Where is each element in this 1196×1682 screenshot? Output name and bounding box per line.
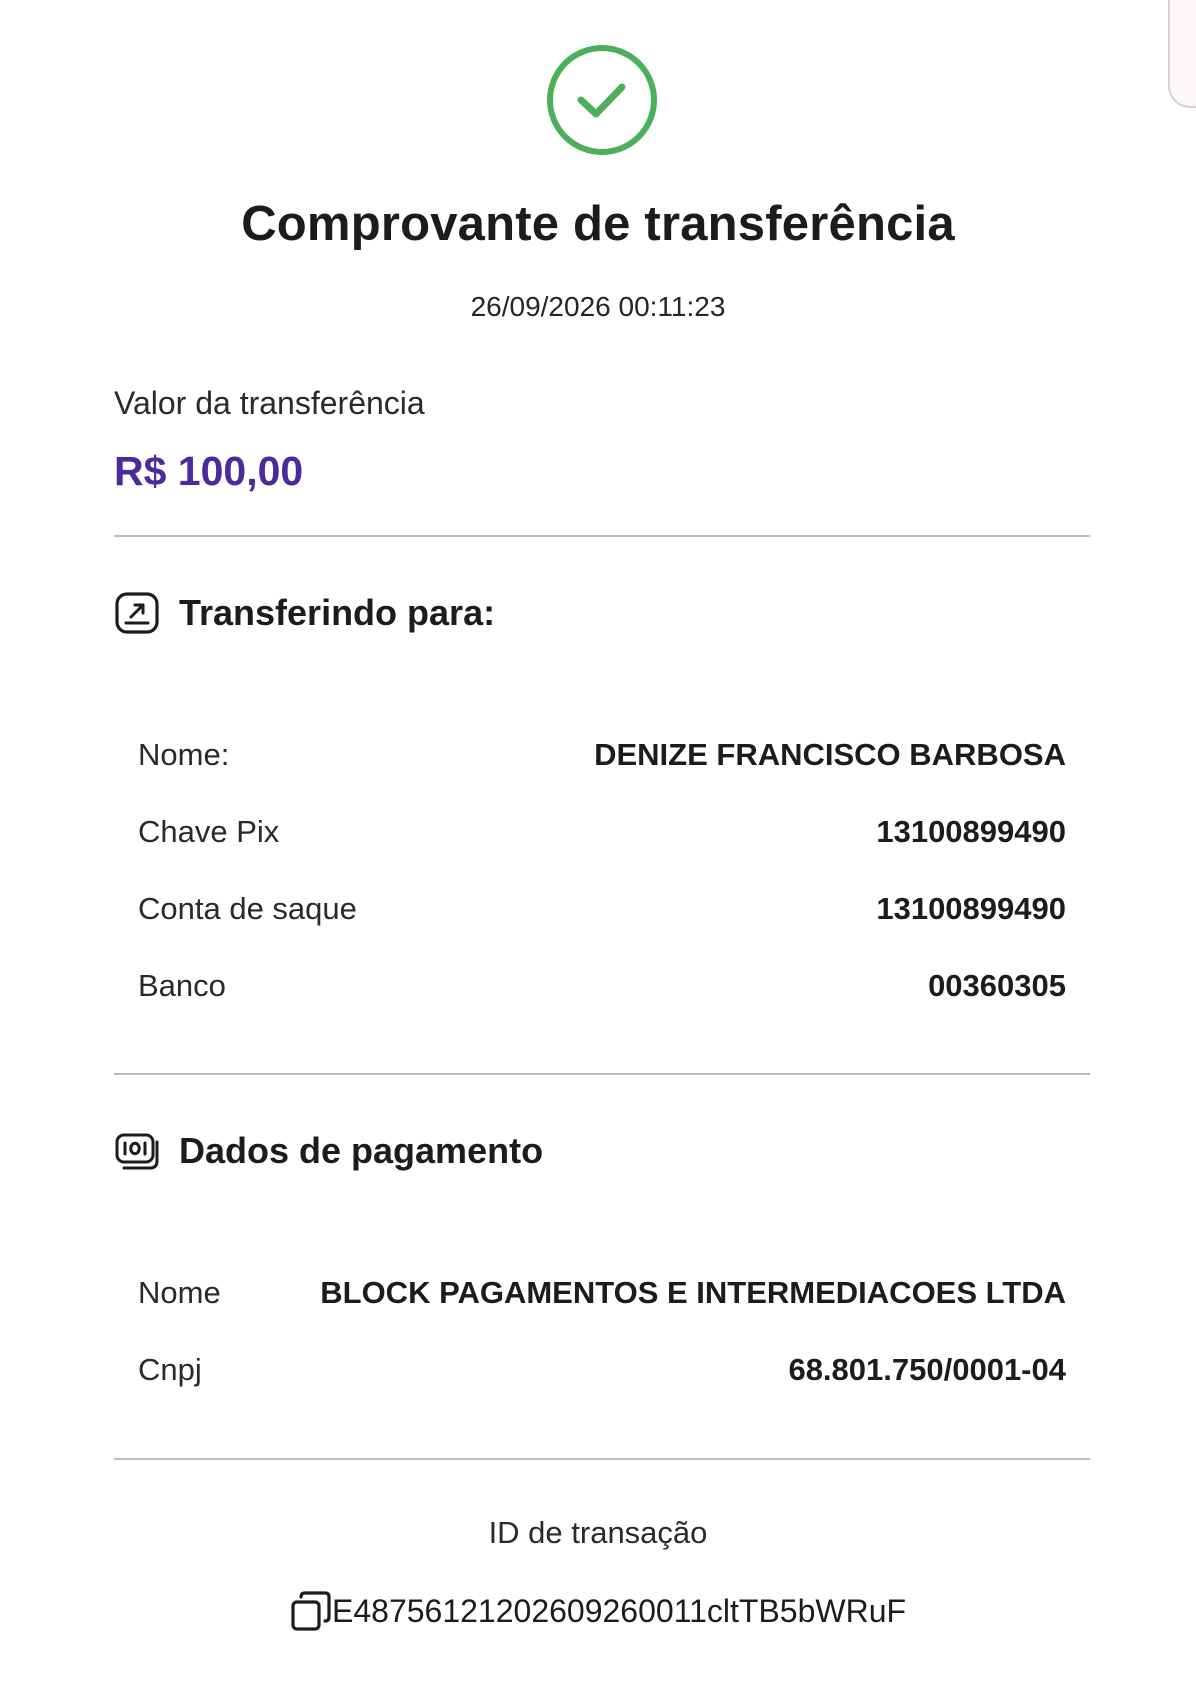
row-label: Nome: [138, 1275, 221, 1310]
amount-value: R$ 100,00: [114, 448, 304, 494]
recipient-name-row: [138, 733, 1066, 777]
recipient-account-row: [138, 887, 1066, 931]
row-label: Nome:: [138, 737, 230, 772]
row-value: 68.801.750/0001-04: [788, 1352, 1066, 1387]
divider: [114, 1458, 1090, 1460]
row-value: 00360305: [928, 968, 1066, 1003]
row-value: BLOCK PAGAMENTOS E INTERMEDIACOES LTDA: [320, 1275, 1066, 1310]
recipient-pix-key-row: [138, 810, 1066, 854]
payment-section-header: [114, 1126, 543, 1176]
recipient-bank-row: [138, 964, 1066, 1008]
window-edge-tab: [1168, 0, 1196, 108]
transaction-id-value: E48756121202609260011cltTB5bWRuF: [332, 1593, 907, 1629]
payment-section-title: Dados de pagamento: [179, 1130, 544, 1171]
divider: [114, 1073, 1090, 1075]
recipient-section-title: Transferindo para:: [179, 592, 496, 633]
row-value: DENIZE FRANCISCO BARBOSA: [594, 737, 1066, 772]
outgoing-transfer-icon: [114, 590, 160, 636]
transfer-datetime: 26/09/2026 00:11:23: [470, 291, 726, 322]
transaction-id-row[interactable]: [290, 1588, 906, 1634]
row-label: Conta de saque: [138, 891, 357, 926]
money-bills-icon: [114, 1128, 160, 1174]
row-label: Banco: [138, 968, 226, 1003]
row-label: Chave Pix: [138, 814, 280, 849]
copy-icon[interactable]: [290, 1590, 332, 1632]
transaction-id-label: ID de transação: [488, 1515, 708, 1550]
row-label: Cnpj: [138, 1352, 202, 1387]
divider: [114, 535, 1090, 537]
amount-label: Valor da transferência: [114, 385, 425, 421]
payment-name-row: [138, 1271, 1066, 1315]
row-value: 13100899490: [876, 891, 1066, 926]
row-value: 13100899490: [876, 814, 1066, 849]
page-title: Comprovante de transferência: [241, 197, 955, 251]
recipient-section-header: [114, 588, 495, 638]
payment-cnpj-row: [138, 1348, 1066, 1392]
check-circle-icon: [544, 42, 660, 158]
